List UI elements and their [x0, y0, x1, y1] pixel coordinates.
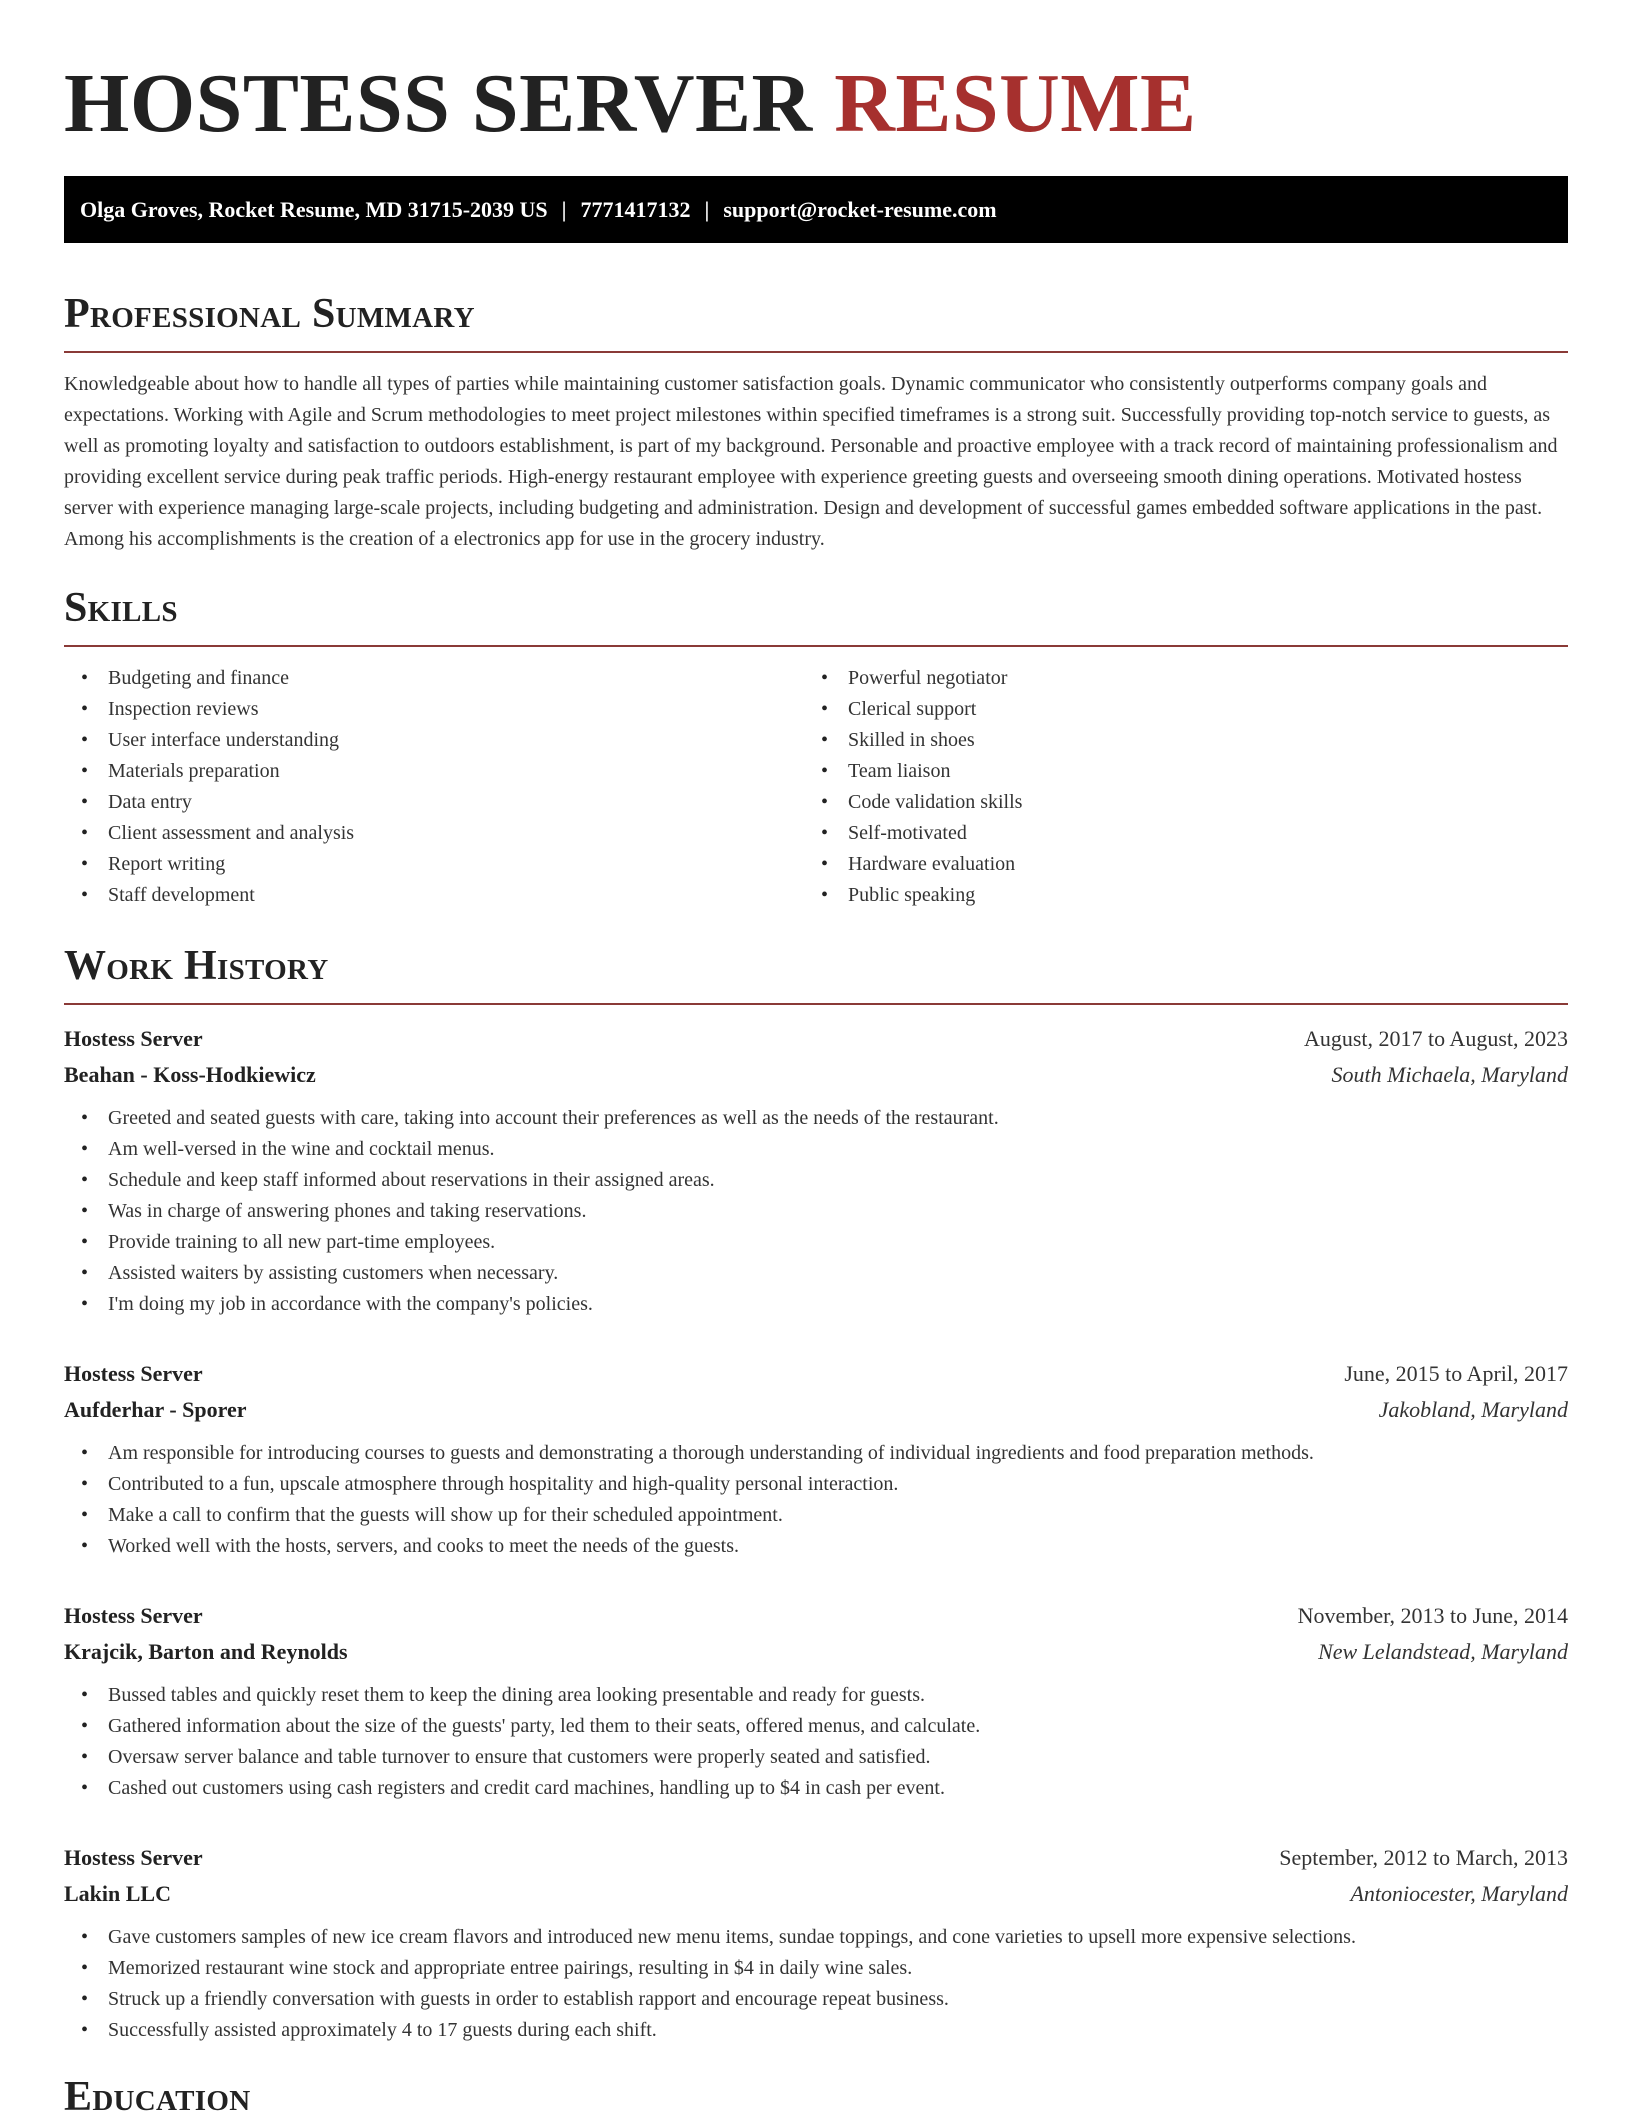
skill-item: • User interface understanding	[64, 725, 804, 756]
contact-email[interactable]: support@rocket-resume.com	[723, 197, 997, 222]
skills-columns	[64, 663, 1568, 911]
skill-item: • Data entry	[64, 787, 804, 818]
skill-item: • Materials preparation	[64, 756, 804, 787]
job-header-row	[64, 1021, 1568, 1057]
section-divider	[64, 351, 1568, 353]
job-company-row	[64, 1057, 1568, 1093]
skill-item: • Code validation skills	[804, 787, 1544, 818]
job-bullet: • Contributed to a fun, upscale atmosphere through hospitality and high-quality personal interaction.	[64, 1469, 1568, 1500]
job-bullet: • Cashed out customers using cash registers and credit card machines, handling up to $4 in cash per event.	[64, 1773, 1568, 1804]
job-title: Hostess Server	[64, 1361, 203, 1386]
job-bullet: • Gave customers samples of new ice cream flavors and introduced new menu items, sundae toppings, and cone varieties to upsell more expensive selections.	[64, 1922, 1568, 1953]
skills-right-list	[804, 663, 1544, 911]
job-company-row	[64, 1392, 1568, 1428]
title-accent: RESUME	[834, 57, 1197, 150]
skill-item: • Staff development	[64, 880, 804, 911]
job-location: New Lelandstead, Maryland	[1318, 1639, 1568, 1664]
job-entry	[64, 1356, 1568, 1562]
job-title: Hostess Server	[64, 1845, 203, 1870]
job-bullet: • Assisted waiters by assisting customers when necessary.	[64, 1258, 1568, 1289]
job-bullet-list	[64, 1680, 1568, 1804]
contact-bar	[64, 176, 1568, 243]
skill-item: • Client assessment and analysis	[64, 818, 804, 849]
job-bullet: • Gathered information about the size of the guests' party, led them to their seats, offered menus, and calculate.	[64, 1711, 1568, 1742]
summary-heading: Professional Summary	[64, 291, 475, 337]
job-entry	[64, 1840, 1568, 2046]
skill-item: • Public speaking	[804, 880, 1544, 911]
job-bullet: • Worked well with the hosts, servers, and cooks to meet the needs of the guests.	[64, 1531, 1568, 1562]
job-location: Antoniocester, Maryland	[1350, 1881, 1568, 1906]
job-bullet: • Memorized restaurant wine stock and appropriate entree pairings, resulting in $4 in daily wine sales.	[64, 1953, 1568, 1984]
section-divider	[64, 1003, 1568, 1005]
job-company: Lakin LLC	[64, 1881, 171, 1906]
job-dates: August, 2017 to August, 2023	[1303, 1026, 1568, 1051]
resume-title	[64, 0, 1568, 150]
summary-section	[64, 289, 1568, 555]
job-location: Jakobland, Maryland	[1378, 1397, 1568, 1422]
work-history-heading: Work History	[64, 943, 329, 989]
skill-item: • Skilled in shoes	[804, 725, 1544, 756]
job-bullet: • Schedule and keep staff informed about reservations in their assigned areas.	[64, 1165, 1568, 1196]
job-bullet: • I'm doing my job in accordance with the company's policies.	[64, 1289, 1568, 1320]
job-title: Hostess Server	[64, 1026, 203, 1051]
job-header-row	[64, 1840, 1568, 1876]
education-heading: Education	[64, 2074, 251, 2120]
skill-item: • Team liaison	[804, 756, 1544, 787]
skill-item: • Self-motivated	[804, 818, 1544, 849]
contact-address: Olga Groves, Rocket Resume, MD 31715-2039 US	[80, 197, 548, 222]
job-bullet: • Provide training to all new part-time employees.	[64, 1227, 1568, 1258]
job-company-row	[64, 1876, 1568, 1912]
job-bullet-list	[64, 1438, 1568, 1562]
job-header-row	[64, 1598, 1568, 1634]
job-bullet-list	[64, 1922, 1568, 2046]
skill-item: • Hardware evaluation	[804, 849, 1544, 880]
job-dates: June, 2015 to April, 2017	[1344, 1361, 1568, 1386]
resume-page	[64, 0, 1568, 2122]
skills-section	[64, 583, 1568, 911]
job-company-row	[64, 1634, 1568, 1670]
job-bullet: • Successfully assisted approximately 4 to 17 guests during each shift.	[64, 2015, 1568, 2046]
contact-separator: |	[704, 197, 710, 222]
skill-item: • Clerical support	[804, 694, 1544, 725]
job-dates: September, 2012 to March, 2013	[1279, 1845, 1568, 1870]
job-company: Aufderhar - Sporer	[64, 1397, 247, 1422]
summary-text: Knowledgeable about how to handle all types of parties while maintaining customer satisfaction goals. Dynamic communicator who consistently outperforms company goals and expectations. Working with Agile and Scrum methodologies to meet project milestones within specified timeframes is a strong suit. Successfully providing top-notch service to guests, as well as promoting loyalty and satisfaction to outdoors establishment, is part of my background. Personable and proactive employee with a track record of maintaining professionalism and providing excellent service during peak traffic periods. High-energy restaurant employee with experience greeting guests and overseeing smooth dining operations. Motivated hostess server with experience managing large-scale projects, including budgeting and administration. Design and development of successful games embedded software applications in the past. Among his accomplishments is the creation of a electronics app for use in the grocery industry.	[64, 373, 1558, 550]
skill-item: • Budgeting and finance	[64, 663, 804, 694]
title-main: HOSTESS SERVER	[64, 57, 813, 150]
job-bullet: • Greeted and seated guests with care, taking into account their preferences as well as the needs of the restaurant.	[64, 1103, 1568, 1134]
job-location: South Michaela, Maryland	[1331, 1062, 1568, 1087]
job-company: Krajcik, Barton and Reynolds	[64, 1639, 348, 1664]
job-bullet: • Struck up a friendly conversation with guests in order to establish rapport and encourage repeat business.	[64, 1984, 1568, 2015]
job-entry	[64, 1598, 1568, 1804]
work-history-section	[64, 941, 1568, 2046]
job-bullet-list	[64, 1103, 1568, 1320]
job-bullet: • Am responsible for introducing courses to guests and demonstrating a thorough understanding of individual ingredients and food preparation methods.	[64, 1438, 1568, 1469]
job-entry	[64, 1021, 1568, 1320]
job-bullet: • Oversaw server balance and table turnover to ensure that customers were properly seated and satisfied.	[64, 1742, 1568, 1773]
skill-item: • Inspection reviews	[64, 694, 804, 725]
job-company: Beahan - Koss-Hodkiewicz	[64, 1062, 316, 1087]
skill-item: • Report writing	[64, 849, 804, 880]
skills-left-list	[64, 663, 804, 911]
job-dates: November, 2013 to June, 2014	[1297, 1603, 1568, 1628]
job-header-row	[64, 1356, 1568, 1392]
contact-phone: 7771417132	[580, 197, 691, 222]
contact-separator: |	[561, 197, 567, 222]
job-bullet: • Make a call to confirm that the guests will show up for their scheduled appointment.	[64, 1500, 1568, 1531]
section-divider	[64, 645, 1568, 647]
job-bullet: • Am well-versed in the wine and cocktail menus.	[64, 1134, 1568, 1165]
job-bullet: • Was in charge of answering phones and taking reservations.	[64, 1196, 1568, 1227]
skill-item: • Powerful negotiator	[804, 663, 1544, 694]
job-bullet: • Bussed tables and quickly reset them to keep the dining area looking presentable and ready for guests.	[64, 1680, 1568, 1711]
job-title: Hostess Server	[64, 1603, 203, 1628]
education-section	[64, 2072, 1568, 2122]
skills-heading: Skills	[64, 585, 178, 631]
